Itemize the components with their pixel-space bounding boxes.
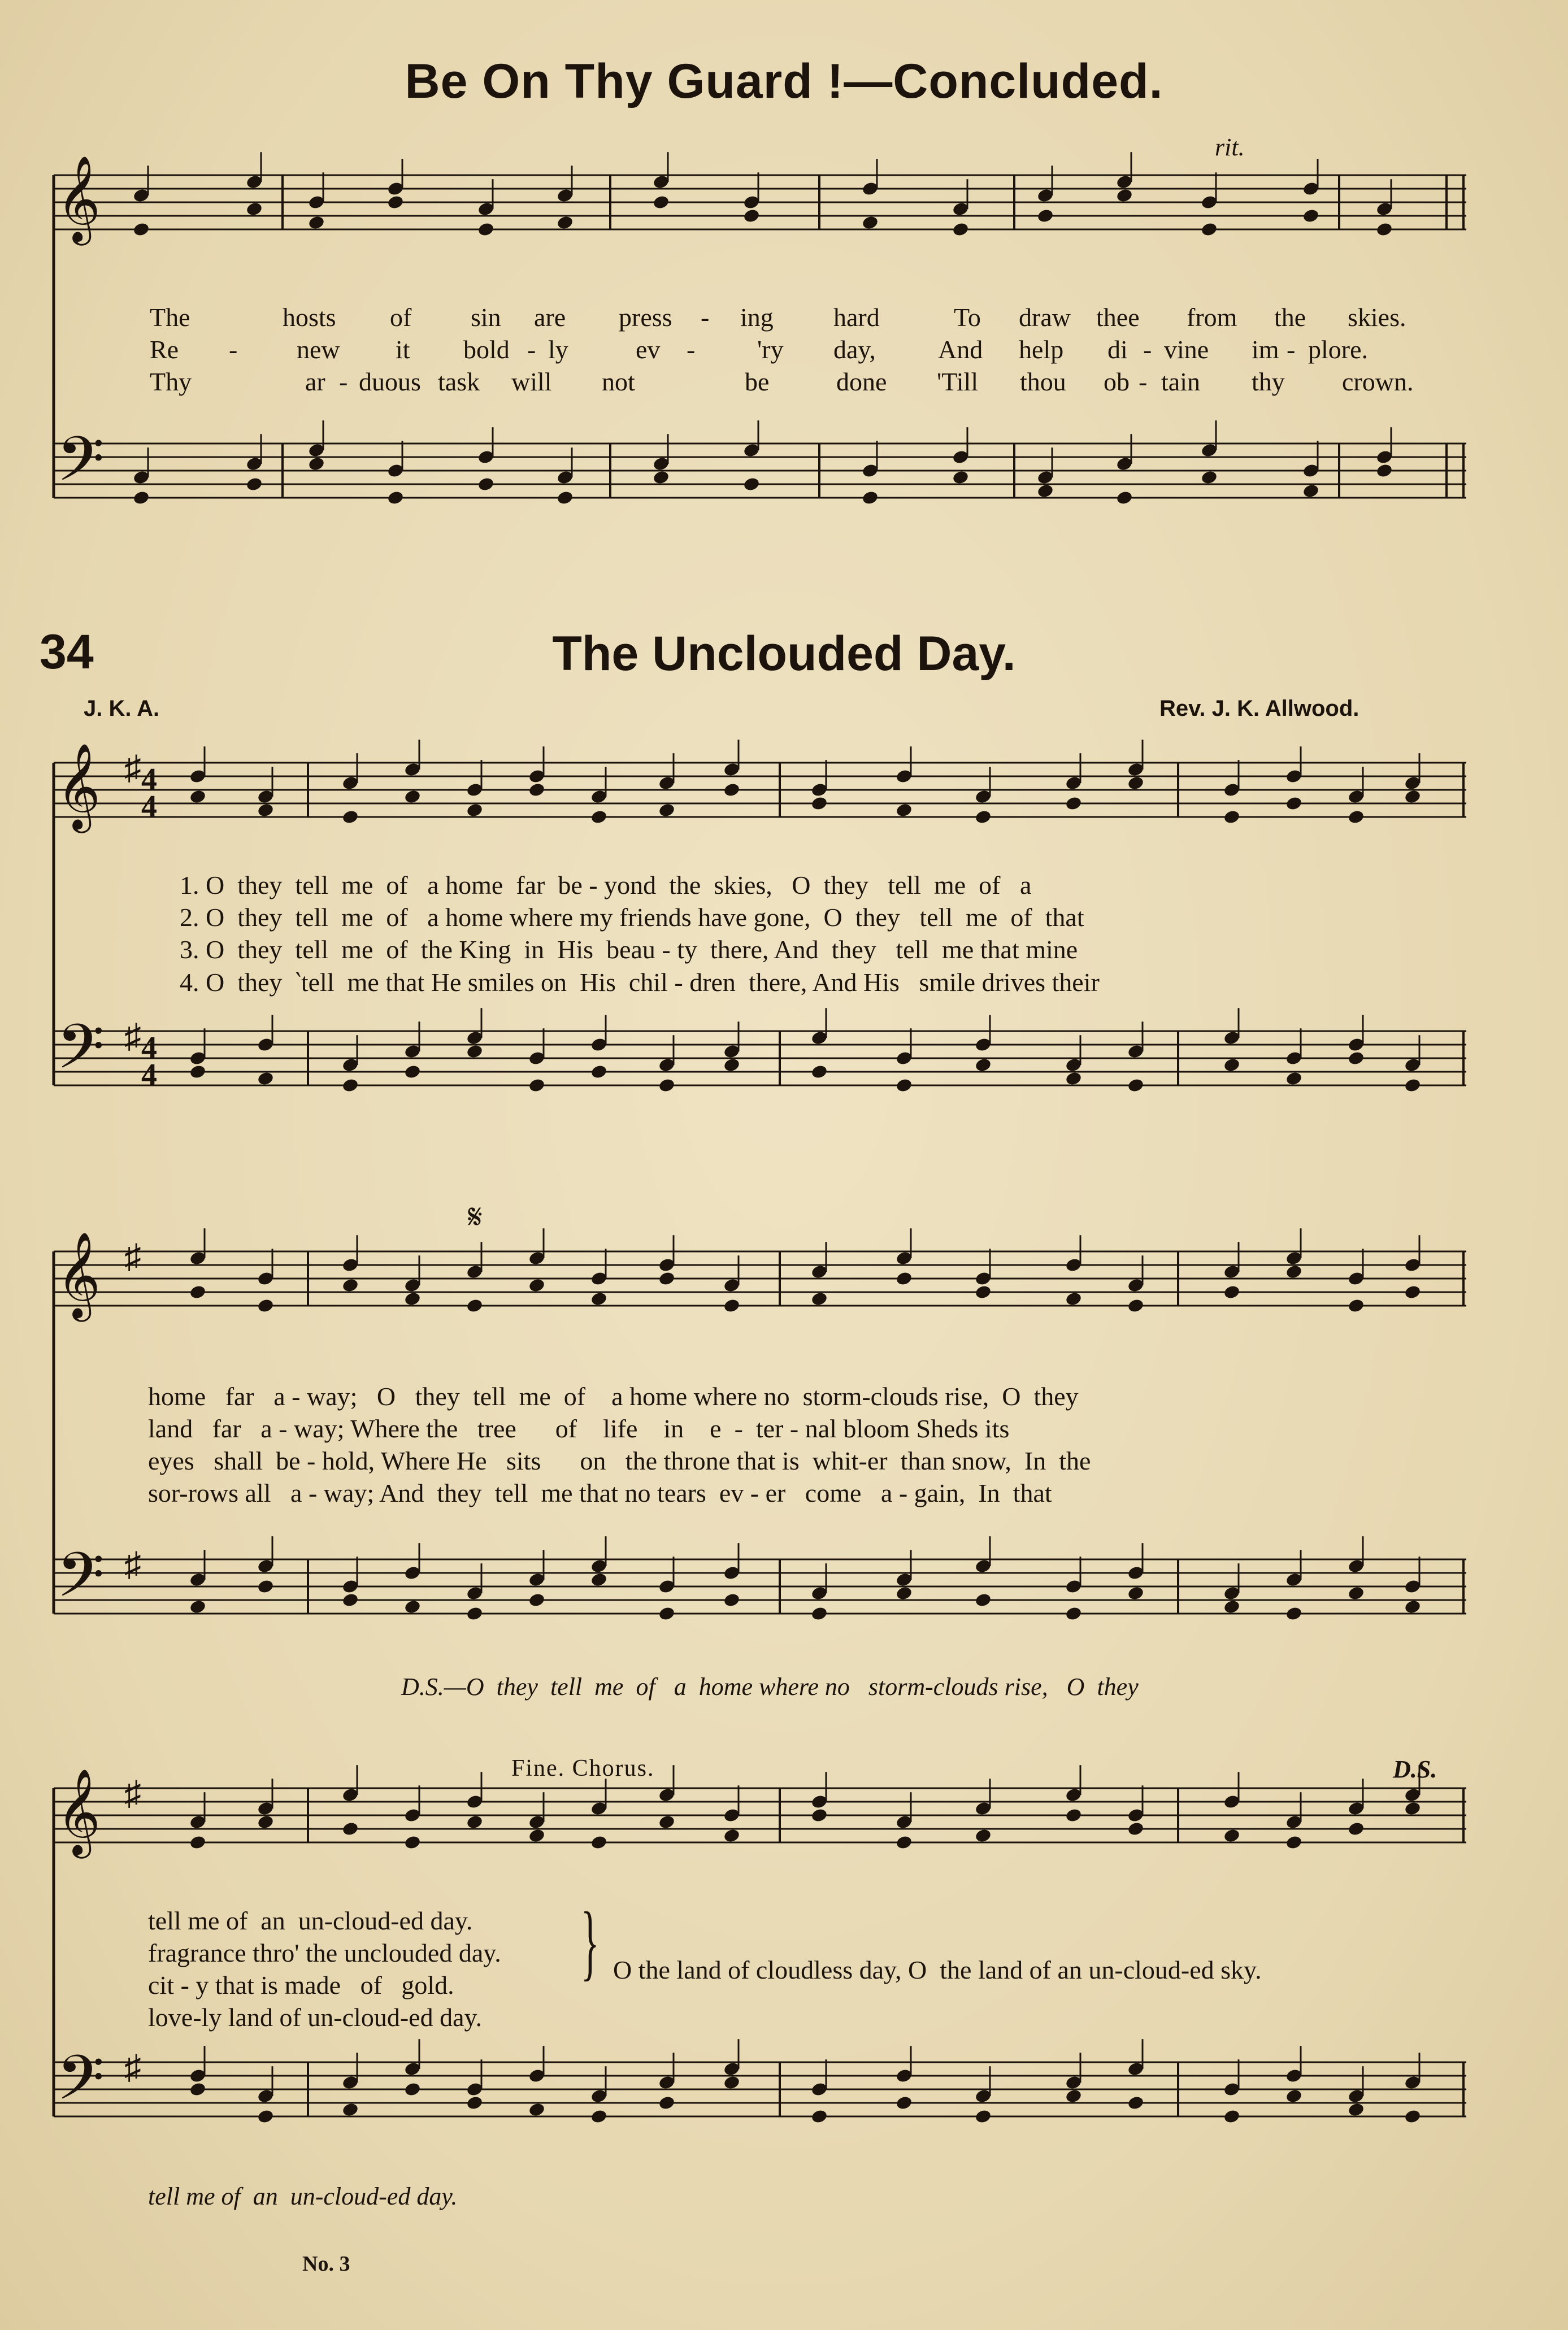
note-head: [1036, 483, 1054, 499]
note-head: [723, 782, 740, 798]
note-head: [257, 1298, 274, 1314]
ds-lyric-line: D.S.—O they tell me of a home where no storm-clouds rise, O they: [401, 1673, 1139, 1701]
note-head: [341, 1077, 359, 1093]
lyric-word: -: [1139, 367, 1148, 396]
lyric-word: it: [396, 335, 410, 364]
key-sharp-icon: ♯: [124, 1237, 141, 1275]
note-head: [466, 2095, 483, 2111]
note-head: [1127, 2095, 1144, 2111]
lyric-word: tain: [1161, 367, 1200, 396]
note-head: [403, 1835, 421, 1850]
note-head: [189, 1599, 206, 1615]
note-head: [1127, 1298, 1144, 1314]
verse-4-line-2: sor-rows all a - way; And they tell me that no tears ev - er come a - gain, In that: [148, 1479, 1052, 1507]
key-sharp-icon: ♯: [124, 1545, 141, 1583]
note-head: [1065, 2088, 1082, 2104]
treble-clef-icon: 𝄞: [57, 1768, 101, 1855]
note-head: [341, 2102, 359, 2118]
note-head: [1285, 2088, 1302, 2104]
note-head: [1223, 2109, 1240, 2124]
note-head: [189, 789, 206, 805]
note-head: [952, 221, 969, 237]
note-head: [652, 470, 670, 485]
note-head: [1065, 1291, 1082, 1307]
note-head: [810, 1606, 828, 1622]
note-head: [974, 1057, 992, 1073]
note-head: [257, 1071, 274, 1086]
note-head: [466, 1606, 483, 1622]
note-head: [341, 1277, 359, 1293]
verse-2-line-1: 2. O they tell me of a home where my friends have gone, O they tell me of that: [180, 903, 1084, 932]
lyric-word: draw: [1019, 303, 1071, 332]
note-head: [1223, 1057, 1240, 1073]
lyric-word: vine: [1164, 335, 1209, 364]
verse-brace: }: [581, 1895, 600, 1989]
lyric-word: duous: [359, 367, 421, 396]
lyric-word: from: [1187, 303, 1237, 332]
note-head: [1302, 483, 1319, 499]
note-head: [810, 1064, 828, 1080]
note-head: [1404, 1284, 1421, 1300]
verse-1-line-3: tell me of an un-cloud-ed day.: [148, 1906, 473, 1935]
lyric-word: thy: [1252, 367, 1285, 396]
lyric-word: skies.: [1348, 303, 1406, 332]
note-head: [528, 1277, 545, 1293]
note-head: [1065, 1807, 1082, 1823]
lyric-word: plore.: [1308, 335, 1369, 364]
lyric-word: ly: [548, 335, 568, 364]
note-head: [1285, 1606, 1302, 1622]
page-footer: No. 3: [302, 2252, 350, 2276]
note-head: [341, 809, 359, 825]
note-head: [245, 476, 263, 492]
note-head: [1127, 1077, 1144, 1093]
lyric-word: help: [1019, 335, 1064, 364]
note-head: [895, 1077, 913, 1093]
lyric-word: ar: [305, 367, 325, 396]
note-head: [307, 215, 325, 231]
hymn-author-initials: J. K. A.: [84, 696, 160, 721]
note-head: [257, 802, 274, 818]
treble-clef-icon: 𝄞: [57, 155, 101, 242]
note-head: [1404, 1077, 1421, 1093]
note-head: [590, 2109, 607, 2124]
note-head: [895, 2095, 913, 2111]
lyric-word: done: [836, 367, 887, 396]
note-head: [1404, 1599, 1421, 1615]
note-head: [810, 2109, 828, 2124]
note-head: [132, 490, 150, 506]
note-head: [307, 456, 325, 472]
note-head: [403, 789, 421, 805]
rit-marking: rit.: [1215, 133, 1245, 161]
treble-clef-icon: 𝄞: [57, 742, 101, 830]
verse-3-line-1: 3. O they tell me of the King in His beau - ty there, And they tell me that mine: [180, 935, 1078, 964]
time-signature: 4: [141, 1058, 157, 1093]
note-head: [723, 2075, 740, 2090]
lyric-word: be: [745, 367, 770, 396]
lyric-word: im: [1252, 335, 1279, 364]
note-head: [590, 1835, 607, 1850]
lyric-word: of: [390, 303, 412, 332]
bass-clef-icon: 𝄢: [57, 1011, 105, 1098]
note-head: [1127, 1821, 1144, 1837]
lyric-word: Thy: [150, 367, 192, 396]
time-signature: 4: [141, 762, 157, 797]
note-head: [810, 1291, 828, 1307]
note-head: [1347, 1585, 1365, 1601]
note-head: [723, 1828, 740, 1844]
note-head: [1347, 809, 1365, 825]
lyric-word: press: [619, 303, 672, 332]
note-head: [590, 1064, 607, 1080]
lyric-word: -: [687, 335, 696, 364]
note-head: [974, 1284, 992, 1300]
note-head: [952, 470, 969, 485]
lyric-word: not: [602, 367, 635, 396]
note-head: [1404, 789, 1421, 805]
note-head: [477, 221, 494, 237]
lyric-word: -: [1287, 335, 1296, 364]
note-head: [895, 802, 913, 818]
note-head: [974, 809, 992, 825]
note-head: [1223, 1828, 1240, 1844]
note-head: [1347, 2102, 1365, 2118]
lyric-word: crown.: [1342, 367, 1414, 396]
lyric-word: 'Till: [937, 367, 979, 396]
note-head: [974, 1828, 992, 1844]
lyric-word: hard: [833, 303, 880, 332]
bass-clef-icon: 𝄢: [57, 2042, 105, 2129]
lyric-word: thou: [1020, 367, 1066, 396]
note-head: [652, 194, 670, 210]
hymn-composer: Rev. J. K. Allwood.: [1159, 696, 1359, 721]
note-head: [1347, 1050, 1365, 1066]
note-head: [1200, 470, 1218, 485]
note-head: [189, 1835, 206, 1850]
note-head: [466, 802, 483, 818]
note-head: [895, 1271, 913, 1286]
note-head: [1223, 1284, 1240, 1300]
verse-3-line-3: cit - y that is made of gold.: [148, 1971, 454, 1999]
verse-2-line-2: land far a - way; Where the tree of life in e - ter - nal bloom Sheds its: [148, 1414, 1010, 1443]
note-head: [1223, 1599, 1240, 1615]
note-head: [341, 1592, 359, 1608]
note-head: [257, 1814, 274, 1830]
note-head: [1127, 1585, 1144, 1601]
note-head: [810, 1807, 828, 1823]
note-head: [742, 476, 760, 492]
note-head: [341, 1821, 359, 1837]
section-title: Be On Thy Guard !—Concluded.: [405, 54, 1163, 108]
lyric-word: And: [938, 335, 983, 364]
hymn-number: 34: [40, 625, 94, 679]
note-head: [477, 476, 494, 492]
hymn-title: The Unclouded Day.: [552, 627, 1016, 681]
note-head: [1127, 775, 1144, 791]
note-head: [257, 2109, 274, 2124]
note-head: [189, 2081, 206, 2097]
note-head: [658, 1606, 675, 1622]
lyric-word: new: [297, 335, 340, 364]
note-head: [723, 1057, 740, 1073]
note-head: [590, 1291, 607, 1307]
note-head: [528, 1828, 545, 1844]
note-head: [658, 1077, 675, 1093]
lyric-word: -: [229, 335, 238, 364]
lyric-word: The: [150, 303, 190, 332]
note-head: [1375, 463, 1393, 479]
note-head: [403, 2081, 421, 2097]
key-sharp-icon: ♯: [124, 749, 141, 786]
fine-chorus-label: Fine. Chorus.: [511, 1755, 655, 1781]
key-sharp-icon: ♯: [124, 1017, 141, 1055]
verse-1-line-1: 1. O they tell me of a home far be - yond the skies, O they tell me of a: [180, 871, 1032, 899]
note-head: [723, 1592, 740, 1608]
note-head: [723, 1298, 740, 1314]
lyric-word: ing: [740, 303, 774, 332]
lyric-word: will: [511, 367, 552, 396]
lyric-word: sin: [471, 303, 501, 332]
bass-clef-icon: 𝄢: [57, 423, 105, 511]
lyric-word: Re: [150, 335, 179, 364]
lyric-word: 'ry: [757, 335, 784, 364]
time-signature: 4: [141, 789, 157, 824]
note-head: [466, 1814, 483, 1830]
key-sharp-icon: ♯: [124, 2048, 141, 2086]
note-head: [528, 782, 545, 798]
lyric-word: the: [1274, 303, 1306, 332]
lyric-word: -: [339, 367, 348, 396]
chorus-text: O the land of cloudless day, O the land of an un-cloud-ed sky.: [613, 1955, 1262, 1984]
note-head: [386, 490, 404, 506]
note-head: [1347, 1298, 1365, 1314]
lyric-word: are: [534, 303, 566, 332]
note-head: [1115, 490, 1133, 506]
lyric-word: thee: [1096, 303, 1140, 332]
note-head: [466, 1044, 483, 1059]
note-head: [974, 2109, 992, 2124]
lyric-word: -: [527, 335, 536, 364]
lyric-word: -: [701, 303, 710, 332]
note-head: [1404, 1801, 1421, 1816]
note-head: [466, 1298, 483, 1314]
verse-2-line-3: fragrance thro' the unclouded day.: [148, 1938, 501, 1967]
note-head: [1285, 1264, 1302, 1280]
note-head: [658, 1271, 675, 1286]
note-head: [1347, 1821, 1365, 1837]
note-head: [1223, 809, 1240, 825]
note-head: [528, 1077, 545, 1093]
note-head: [861, 490, 879, 506]
lyric-word: ev: [636, 335, 661, 364]
note-head: [895, 1835, 913, 1850]
key-sharp-icon: ♯: [124, 1774, 141, 1812]
note-head: [658, 802, 675, 818]
verse-1-line-2: home far a - way; O they tell me of a home where no storm-clouds rise, O they: [148, 1382, 1079, 1411]
note-head: [1065, 795, 1082, 811]
note-head: [245, 201, 263, 217]
bottom-lyric-line: tell me of an un-cloud-ed day.: [148, 2183, 458, 2210]
segno-sign: 𝄋: [468, 1198, 483, 1236]
bass-clef-icon: 𝄢: [57, 1539, 105, 1627]
note-head: [1065, 1606, 1082, 1622]
note-head: [132, 221, 150, 237]
lyric-word: ob: [1104, 367, 1130, 396]
note-head: [528, 1592, 545, 1608]
note-head: [257, 1579, 274, 1594]
note-head: [861, 215, 879, 231]
lyric-word: di: [1107, 335, 1128, 364]
note-head: [1200, 221, 1218, 237]
note-head: [403, 1064, 421, 1080]
note-head: [1285, 1071, 1302, 1086]
note-head: [1065, 1071, 1082, 1086]
note-head: [403, 1599, 421, 1615]
lyric-word: day,: [833, 335, 876, 364]
note-head: [895, 1585, 913, 1601]
note-head: [1404, 2109, 1421, 2124]
note-head: [590, 809, 607, 825]
note-head: [1036, 208, 1054, 224]
note-head: [974, 1592, 992, 1608]
treble-clef-icon: 𝄞: [57, 1231, 101, 1319]
note-head: [189, 1064, 206, 1080]
note-head: [1302, 208, 1319, 224]
note-head: [658, 1814, 675, 1830]
note-head: [1285, 1835, 1302, 1850]
verse-4-line-3: love-ly land of un-cloud-ed day.: [148, 2003, 482, 2032]
note-head: [1115, 188, 1133, 203]
note-head: [810, 795, 828, 811]
note-head: [1285, 795, 1302, 811]
note-head: [556, 215, 574, 231]
note-head: [590, 1572, 607, 1588]
lyric-word: bold: [463, 335, 510, 364]
lyric-word: To: [954, 303, 981, 332]
note-head: [658, 2095, 675, 2111]
note-head: [403, 1291, 421, 1307]
lyric-word: -: [1143, 335, 1152, 364]
note-head: [556, 490, 574, 506]
verse-3-line-2: eyes shall be - hold, Where He sits on the throne that is whit-er than snow, In the: [148, 1446, 1091, 1475]
lyric-word: task: [438, 367, 480, 396]
note-head: [1375, 221, 1393, 237]
ds-marking: D.S.: [1393, 1755, 1437, 1783]
verse-4-line-1: 4. O they ‵tell me that He smiles on His chil - dren there, And His smile drives their: [180, 968, 1100, 997]
time-signature: 4: [141, 1031, 157, 1066]
note-head: [528, 2102, 545, 2118]
note-head: [386, 194, 404, 210]
lyric-word: hosts: [283, 303, 336, 332]
note-head: [742, 208, 760, 224]
note-head: [189, 1284, 206, 1300]
